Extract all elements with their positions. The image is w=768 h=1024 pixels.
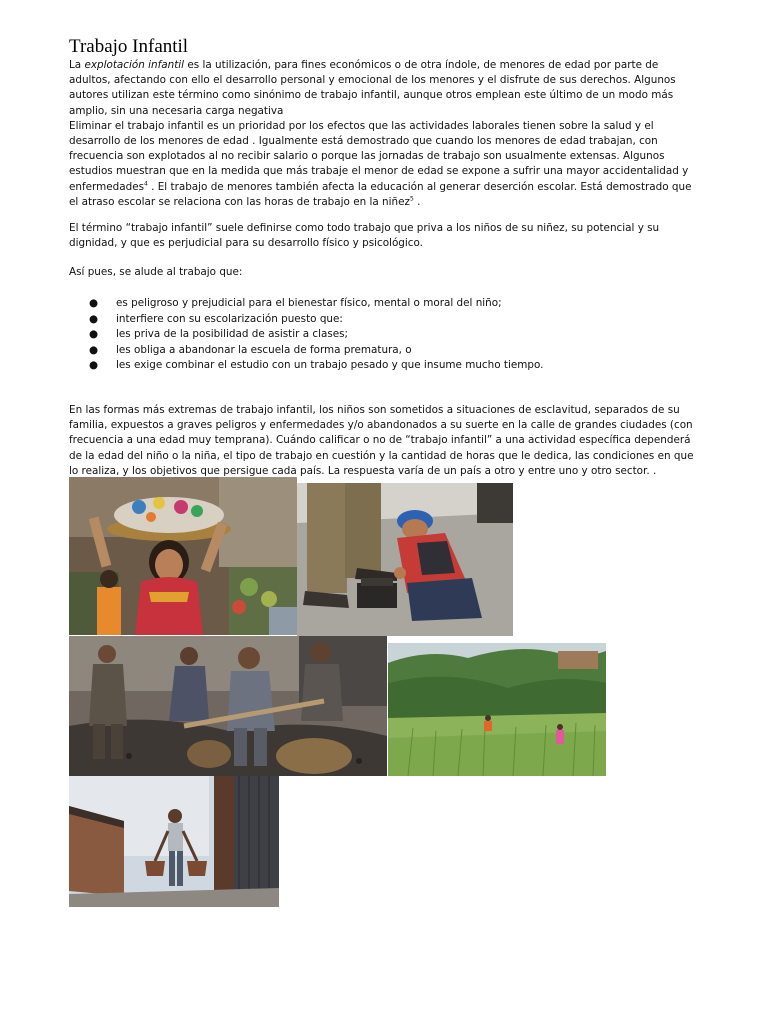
paragraph-extreme-forms: En las formas más extremas de trabajo infantil, los niños son sometidos a situaciones de esclavitud, separados de su familia, expuestos a graves peligros y enfermedades y/o abandonados a su suerte en la calle de grandes ciudades (con frecuencia a una edad muy temprana). Cuándo calificar o no de “trabajo infantil” a una actividad específica dependerá de la edad del niño o la niña, el tipo de trabajo en cuestión y la cantidad de horas que le dedica, las condiciones en que lo realiza, y los objetivos que persigue cada país. La respuesta varía de un país a otro y entre uno y otro sector. . <box>69 404 694 477</box>
list-item-text: interfiere con su escolarización puesto que: <box>116 312 343 325</box>
text-span: es la utilización, para fines económicos o de otra índole, de menores de edad por parte de adultos, afectando con ello el desarrollo personal y emocional de los menores y el disfrute de sus derechos. Algunos autores utilizan este término como sinónimo de trabajo infantil, aunque otros emplean este último de un modo más amplio, sin una necesaria carga negativa <box>69 59 676 117</box>
list-item-text: les priva de la posibilidad de asistir a clases; <box>116 328 349 341</box>
footnote-ref: 5 <box>409 195 414 203</box>
page-title: Trabajo Infantil <box>69 36 189 57</box>
paragraph-intro-list: Así pues, se alude al trabajo que: <box>69 266 243 278</box>
photo-market-girl <box>69 477 297 635</box>
text-span: La <box>69 59 85 71</box>
bullet-icon: ● <box>89 359 99 372</box>
list-item <box>89 343 543 359</box>
list-item <box>89 296 543 312</box>
bullet-icon: ● <box>89 312 99 325</box>
text-span: . <box>413 195 421 208</box>
bullet-icon: ● <box>89 328 99 341</box>
bullet-icon: ● <box>89 297 99 309</box>
photo-children-crop-field <box>388 643 606 776</box>
bullet-icon: ● <box>89 343 99 356</box>
bullet-list <box>89 296 543 374</box>
paragraph-definition <box>69 58 699 210</box>
list-item-text: les obliga a abandonar la escuela de forma prematura, o <box>116 343 412 356</box>
list-item-text: es peligroso y prejudicial para el bienestar físico, mental o moral del niño; <box>116 297 502 309</box>
paragraph-term: El término “trabajo infantil” suele definirse como todo trabajo que priva a los niños de su niñez, su potencial y su dignidad, y que es perjudicial para su desarrollo físico y psicológico. <box>69 222 660 250</box>
list-item <box>89 327 543 343</box>
photo-boy-carrying-baskets <box>69 776 279 907</box>
photo-children-coal-site <box>69 636 387 776</box>
list-item <box>89 312 543 328</box>
emphasized-term: explotación infantil <box>84 59 185 71</box>
list-item <box>89 358 543 374</box>
text-span: Eliminar el trabajo infantil es un prioridad por los efectos que las actividades laborales tienen sobre la salud y el desarrollo de los menores de edad . Igualmente está demostrado que cuando los menores de edad trabajan, con frecuencia son explotados al no recibir salario o porque las jornadas de trabajo son usualmente extensas. Algunos estudios muestran que en la medida que más trabaje el menor de edad se expone a sufrir una mayor accidentalidad y enfermedades <box>69 119 689 193</box>
footnote-ref: 4 <box>144 180 148 188</box>
photo-shoeshine-boy <box>297 483 513 636</box>
text-span: . El trabajo de menores también afecta la educación al generar deserción escolar. Está demostrado que el atraso escolar se relaciona con las horas de trabajo en la niñez <box>69 180 692 208</box>
list-item-text: les exige combinar el estudio con un trabajo pesado y que insume mucho tiempo. <box>116 359 544 372</box>
